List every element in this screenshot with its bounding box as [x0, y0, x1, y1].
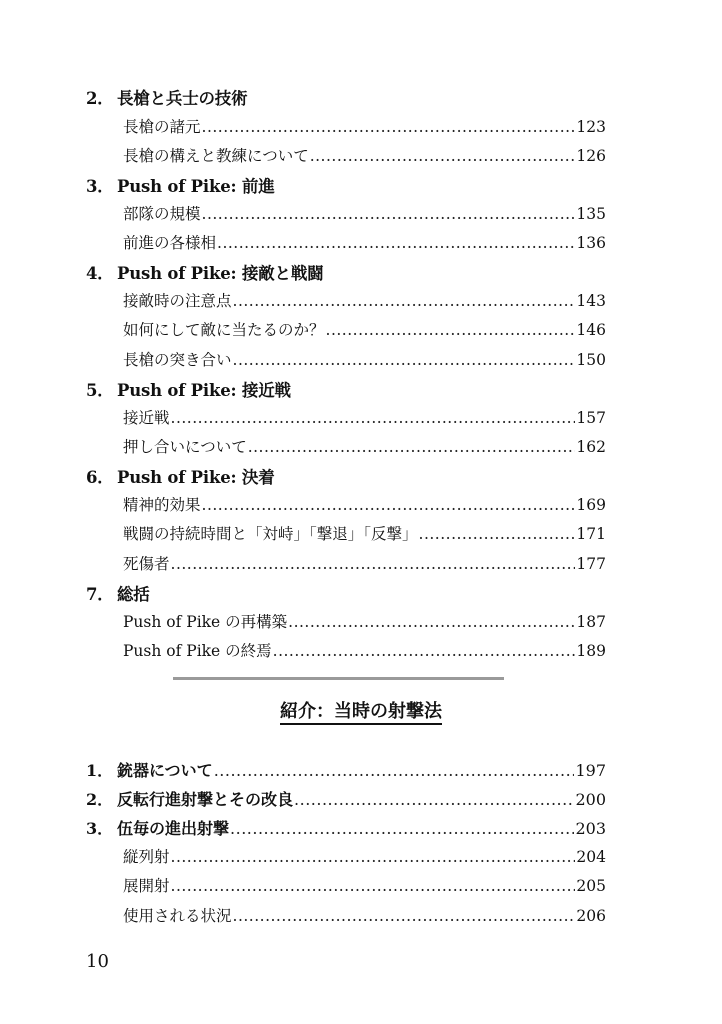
- entry-page: 197: [575, 761, 606, 780]
- leader-dots: [310, 147, 576, 165]
- leader-dots: [171, 877, 576, 895]
- leader-dots: [294, 790, 574, 809]
- toc-entry[interactable]: [123, 552, 606, 574]
- section-divider: [173, 677, 504, 680]
- entry-page: 187: [576, 613, 606, 631]
- toc-entry[interactable]: [123, 610, 606, 632]
- entry-title: 縦列射: [123, 848, 170, 866]
- leader-dots: [214, 761, 575, 780]
- leader-dots: [202, 118, 576, 136]
- leader-dots: [233, 351, 576, 369]
- heading-number: 3．: [86, 177, 114, 196]
- heading-title: Push of Pike: 接近戦: [117, 381, 291, 400]
- leader-dots: [171, 848, 576, 866]
- toc-entry[interactable]: [123, 144, 606, 166]
- entry-page: 200: [575, 790, 606, 809]
- heading-number: 7．: [86, 585, 114, 604]
- entry-title: 前進の各様相: [123, 234, 217, 252]
- entry-page: 204: [576, 848, 606, 866]
- toc-entry[interactable]: [123, 231, 606, 253]
- entry-page: 126: [576, 147, 606, 165]
- entry-page: 146: [576, 321, 606, 339]
- toc-heading[interactable]: [86, 85, 606, 109]
- entry-page: 189: [576, 642, 606, 660]
- leader-dots: [419, 525, 576, 543]
- leader-dots: [171, 555, 576, 573]
- entry-title: 展開射: [123, 877, 170, 895]
- heading-number: 1．: [86, 761, 114, 780]
- toc-entry[interactable]: [123, 639, 606, 661]
- leader-dots: [171, 409, 576, 427]
- leader-dots: [248, 438, 576, 456]
- toc-entry[interactable]: [123, 406, 606, 428]
- leader-dots: [233, 292, 576, 310]
- heading-title: Push of Pike: 接敵と戦闘: [117, 264, 324, 283]
- toc-entry[interactable]: [123, 318, 606, 340]
- heading-title: Push of Pike: 前進: [117, 177, 275, 196]
- entry-title: 押し合いについて: [123, 438, 247, 456]
- heading-number: 4．: [86, 264, 114, 283]
- toc-heading[interactable]: [86, 581, 606, 605]
- toc-heading-entry[interactable]: [86, 816, 606, 839]
- heading-number: 2．: [86, 790, 114, 809]
- toc-entry[interactable]: [123, 845, 606, 867]
- entry-title: Push of Pike の終焉: [123, 642, 272, 660]
- section-title-text: 紹介：当時の射撃法: [280, 701, 442, 725]
- heading-title: 総括: [117, 585, 150, 604]
- entry-page: 169: [576, 496, 606, 514]
- leader-dots: [233, 907, 576, 925]
- leader-dots: [202, 496, 576, 514]
- leader-dots: [217, 234, 575, 252]
- heading-number: 2．: [86, 89, 114, 108]
- toc-heading-entry[interactable]: [86, 758, 606, 781]
- entry-page: 136: [576, 234, 606, 252]
- section-title: [0, 697, 722, 723]
- toc-entry[interactable]: [123, 904, 606, 926]
- heading-title: 長槍と兵士の技術: [117, 89, 248, 108]
- entry-title: Push of Pike の再構築: [123, 613, 288, 631]
- heading-number: 3．: [86, 819, 114, 838]
- entry-title: 部隊の規模: [123, 205, 201, 223]
- toc-entry[interactable]: [123, 874, 606, 896]
- toc-entry[interactable]: [123, 289, 606, 311]
- heading-number: 6．: [86, 468, 114, 487]
- leader-dots: [202, 205, 576, 223]
- toc-heading[interactable]: [86, 464, 606, 488]
- toc-entry[interactable]: [123, 115, 606, 137]
- leader-dots: [326, 321, 576, 339]
- page-number: 10: [86, 951, 109, 972]
- entry-title: 使用される状況: [123, 907, 232, 925]
- entry-page: 150: [576, 351, 606, 369]
- entry-page: 171: [576, 525, 606, 543]
- heading-title: Push of Pike: 決着: [117, 468, 275, 487]
- toc-entry[interactable]: [123, 435, 606, 457]
- entry-page: 143: [576, 292, 606, 310]
- heading-number: 5．: [86, 381, 114, 400]
- entry-page: 162: [576, 438, 606, 456]
- toc-entry[interactable]: [123, 493, 606, 515]
- entry-page: 206: [576, 907, 606, 925]
- entry-title: 反転行進射撃とその改良: [117, 790, 294, 809]
- toc-entry[interactable]: [123, 202, 606, 224]
- entry-page: 177: [576, 555, 606, 573]
- toc-heading-entry[interactable]: [86, 787, 606, 810]
- entry-page: 205: [576, 877, 606, 895]
- entry-page: 135: [576, 205, 606, 223]
- entry-title: 如何にして敵に当たるのか？: [123, 321, 325, 339]
- entry-title: 銃器について: [117, 761, 213, 780]
- toc-entry[interactable]: [123, 522, 606, 544]
- toc-heading[interactable]: [86, 260, 606, 284]
- toc-heading[interactable]: [86, 377, 606, 401]
- entry-title: 死傷者: [123, 555, 170, 573]
- entry-title: 接近戦: [123, 409, 170, 427]
- entry-title: 長槍の諸元: [123, 118, 201, 136]
- leader-dots: [273, 642, 576, 660]
- leader-dots: [288, 613, 575, 631]
- leader-dots: [230, 819, 574, 838]
- entry-title: 長槍の構えと教練について: [123, 147, 309, 165]
- entry-title: 精神的効果: [123, 496, 201, 514]
- entry-title: 接敵時の注意点: [123, 292, 232, 310]
- entry-page: 203: [575, 819, 606, 838]
- entry-title: 伍毎の進出射撃: [117, 819, 230, 838]
- toc-heading[interactable]: [86, 173, 606, 197]
- entry-title: 長槍の突き合い: [123, 351, 232, 369]
- toc-entry[interactable]: [123, 348, 606, 370]
- entry-title: 戦闘の持続時間と「対峙」「撃退」「反撃」: [123, 525, 418, 543]
- entry-page: 123: [576, 118, 606, 136]
- entry-page: 157: [576, 409, 606, 427]
